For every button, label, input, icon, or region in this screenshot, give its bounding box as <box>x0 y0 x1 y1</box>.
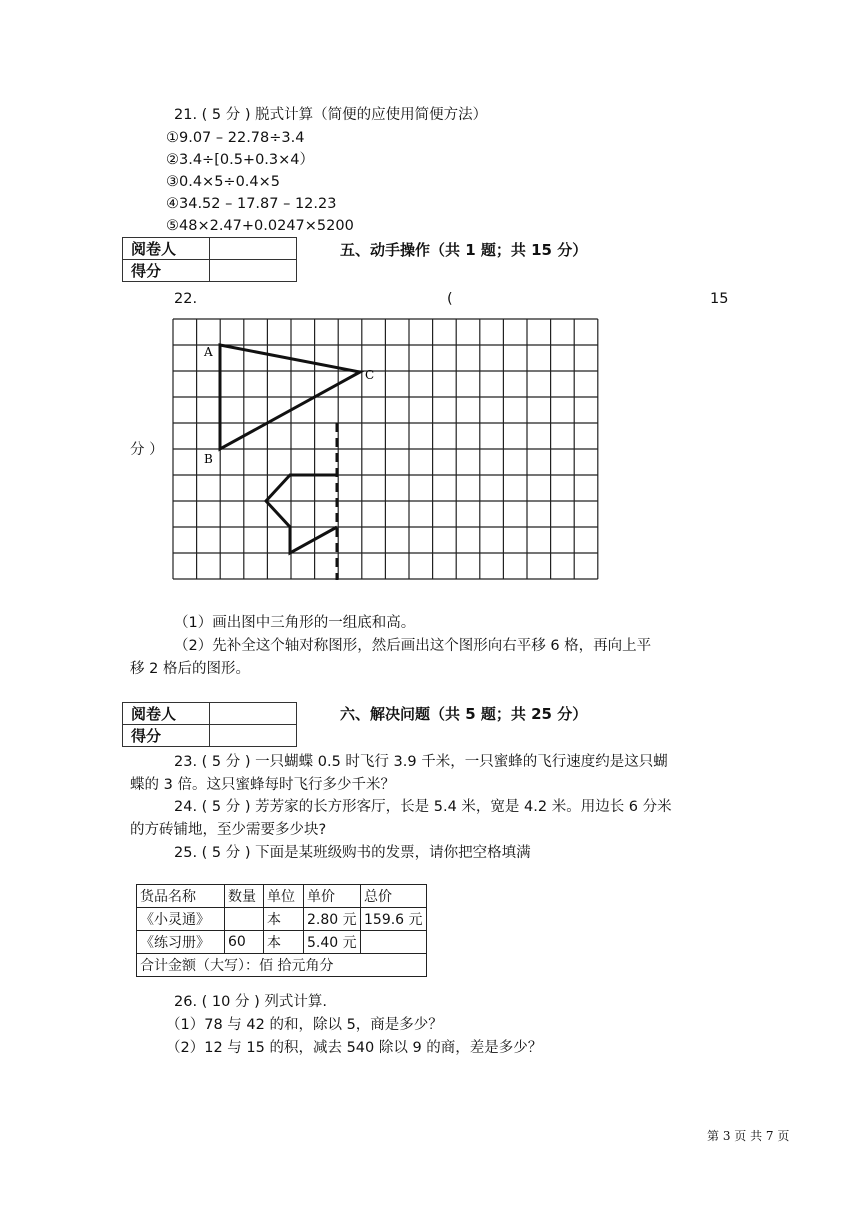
invoice-header: 单位 <box>264 885 304 908</box>
q26-title: 26. ( 10 分 ) 列式计算. <box>174 994 327 1010</box>
q26-sub2: （2）12 与 15 的积，减去 540 除以 9 的商，差是多少？ <box>166 1040 543 1056</box>
invoice-header: 单价 <box>304 885 361 908</box>
q21-item-5: ⑤48×2.47+0.0247×5200 <box>166 218 354 234</box>
q21-item-2: ②3.4÷[0.5+0.3×4） <box>166 152 315 168</box>
q25-title: 25. ( 5 分 ) 下面是某班级购书的发票，请你把空格填满 <box>174 845 531 861</box>
invoice-cell: 《小灵通》 <box>137 908 225 931</box>
invoice-cell: 本 <box>264 931 304 954</box>
invoice-cell-blank[interactable] <box>225 908 264 931</box>
q21-item-1: ①9.07 – 22.78÷3.4 <box>166 130 305 146</box>
score-label: 得分 <box>123 260 210 282</box>
q22-sub2-line1: （2）先补全这个轴对称图形，然后画出这个图形向右平移 6 格，再向上平 <box>174 638 652 654</box>
invoice-header: 数量 <box>225 885 264 908</box>
grid-lines <box>173 319 598 579</box>
q26-sub1: （1）78 与 42 的和，除以 5，商是多少？ <box>166 1017 443 1033</box>
q21-item-4: ④34.52 – 17.87 – 12.23 <box>166 196 337 212</box>
reviewer-cell[interactable] <box>210 238 297 260</box>
invoice-header: 货品名称 <box>137 885 225 908</box>
q24-line2: 的方砖铺地，至少需要多少块? <box>130 822 327 838</box>
reviewer-label: 阅卷人 <box>123 703 210 725</box>
invoice-header-row <box>137 885 427 908</box>
invoice-total-row <box>137 954 427 977</box>
vertex-label-c: C <box>365 368 375 382</box>
page-footer: 第 3 页 共 7 页 <box>707 1129 790 1143</box>
invoice-table <box>136 884 427 977</box>
vertex-label-a: A <box>204 345 213 359</box>
invoice-row <box>137 908 427 931</box>
score-box-section5 <box>122 237 297 282</box>
invoice-row <box>137 931 427 954</box>
section6-title: 六、解决问题（共 5 题；共 25 分） <box>340 705 588 723</box>
q21-title: 21. ( 5 分 ) 脱式计算（简便的应使用简便方法） <box>174 107 488 123</box>
invoice-cell: 《练习册》 <box>137 931 225 954</box>
score-label: 得分 <box>123 725 210 747</box>
invoice-cell-blank[interactable] <box>361 931 427 954</box>
reviewer-cell[interactable] <box>210 703 297 725</box>
q22-number: 22. <box>174 291 198 307</box>
score-box-section6 <box>122 702 297 747</box>
q22-points-end: 分 ） <box>130 442 164 458</box>
invoice-total[interactable]: 合计金额（大写）：佰 拾元角分 <box>137 954 427 977</box>
score-cell[interactable] <box>210 725 297 747</box>
q22-grid-figure <box>170 315 650 585</box>
section5-title: 五、动手操作（共 1 题；共 15 分） <box>340 241 588 259</box>
q24-line1: 24. ( 5 分 ) 芳芳家的长方形客厅，长是 5.4 米，宽是 4.2 米。用边长 6 分米 <box>174 799 672 815</box>
invoice-header: 总价 <box>361 885 427 908</box>
invoice-cell: 5.40 元 <box>304 931 361 954</box>
q21-item-3: ③0.4×5÷0.4×5 <box>166 174 281 190</box>
invoice-cell: 2.80 元 <box>304 908 361 931</box>
reviewer-label: 阅卷人 <box>123 238 210 260</box>
invoice-cell: 159.6 元 <box>361 908 427 931</box>
score-cell[interactable] <box>210 260 297 282</box>
q22-sub2-line2: 移 2 格后的图形。 <box>130 661 250 677</box>
q22-sub1: （1）画出图中三角形的一组底和高。 <box>174 615 416 631</box>
vertex-label-b: B <box>204 452 213 466</box>
q23-line2: 蝶的 3 倍。这只蜜蜂每时飞行多少千米？ <box>130 777 395 793</box>
q22-points: 15 <box>710 291 729 307</box>
q22-paren: ( <box>447 291 453 307</box>
invoice-cell: 本 <box>264 908 304 931</box>
invoice-cell: 60 <box>225 931 264 954</box>
half-figure <box>266 475 337 553</box>
q23-line1: 23. ( 5 分 ) 一只蝴蝶 0.5 时飞行 3.9 千米，一只蜜蜂的飞行速度约是这只蝴 <box>174 754 668 770</box>
